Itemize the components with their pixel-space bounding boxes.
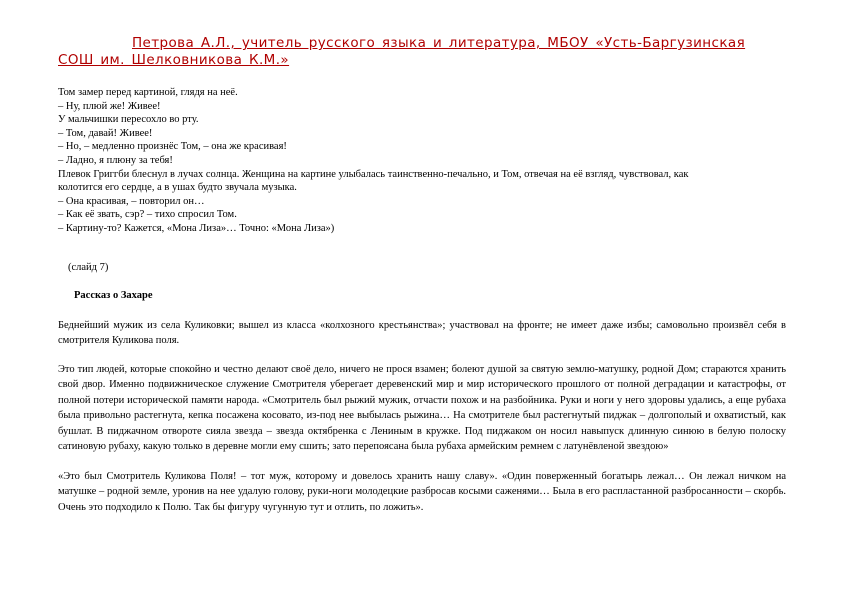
- dialog-line: колотится его сердце, а в ушах будто звучала музыка.: [58, 182, 297, 194]
- section-title: Рассказ о Захаре: [74, 290, 153, 301]
- author-header: [58, 35, 788, 69]
- dialog-line: – Картину-то? Кажется, «Мона Лиза»… Точно: «Мона Лиза»): [58, 222, 335, 234]
- slide-note: (слайд 7): [68, 262, 109, 273]
- dialog-line: Том замер перед картиной, глядя на неё.: [58, 87, 238, 98]
- author-header-line-1: Петрова А.Л., учитель русского языка и литература, МБОУ «Усть-Баргузинская: [132, 35, 746, 51]
- dialog-line: – Она красивая, – повторил он…: [58, 195, 205, 207]
- author-header-line-2: СОШ им. Шелковникова К.М.»: [58, 52, 290, 68]
- dialog-line: Плевок Григгби блеснул в лучах солнца. Женщина на картине улыбалась таинственно-печально, и Том, отвечая на её взгляд, чувствовал, как: [58, 168, 689, 180]
- dialog-line: – Ну, плюй же! Живее!: [58, 100, 161, 112]
- paragraph-intro: Беднейший мужик из села Куликовки; вышел из класса «колхозного крестьянства»; участвовал на фронте; не имеет даже избы; самовольно произвёл себя в смотрителя Куликова поля.: [58, 320, 786, 347]
- dialog-line: – Но, – медленно произнёс Том, – она же красивая!: [58, 141, 287, 153]
- paragraph-quote: «Это был Смотритель Куликова Поля! – тот муж, которому и довелось хранить нашу славу». «Один поверженный богатырь лежал… Он лежал ничком на матушке – родной земле, уронив на нее удалую голову, руки-ноги молодецкие разбросав косыми саженями… Была в его распластанной разбросанности – скорбь. Очень это подходило к Полю. Так бы фигуру чугунную тут и отлить, по ложить».: [58, 471, 786, 513]
- dialog-line: У мальчишки пересохло во рту.: [58, 114, 199, 126]
- dialog-line: – Ладно, я плюну за тебя!: [58, 154, 173, 166]
- dialog-excerpt: [58, 86, 788, 236]
- paragraph-description: Это тип людей, которые спокойно и честно делают своё дело, ничего не прося взамен; болеют душой за святую землю-матушку, родной Дом; стараются хранить свой двор. Именно подвижническое служение Смотрителя уберегает деревенский мир и мир исторического прошлого от полной деградации и катастрофы, от полной потери исторической памяти народа. «Смотритель был рыжий мужик, отчасти похож и на разбойника. Руки и ноги у него здоровы удались, а еще рубаха была привольно растегнута, кепка посажена косовато, из-под нее выбылась рыжина… На смотрителе был растегнутый пиджак – долгополый и охватистый, как бушлат. В пиджачном отвороте сияла звезда – звезда октябренка с Лениным в кружке. Под пиджаком он носил навыпуск длинную синюю в белую полоску сатиновую рубаху, какую только в деревне могли ему сшить; зато перепоясана была рубаха армейским ремнем с латунёвленой звездою»: [58, 364, 786, 453]
- dialog-line: – Как её звать, сэр? – тихо спросил Том.: [58, 209, 237, 221]
- dialog-line: – Том, давай! Живее!: [58, 127, 153, 139]
